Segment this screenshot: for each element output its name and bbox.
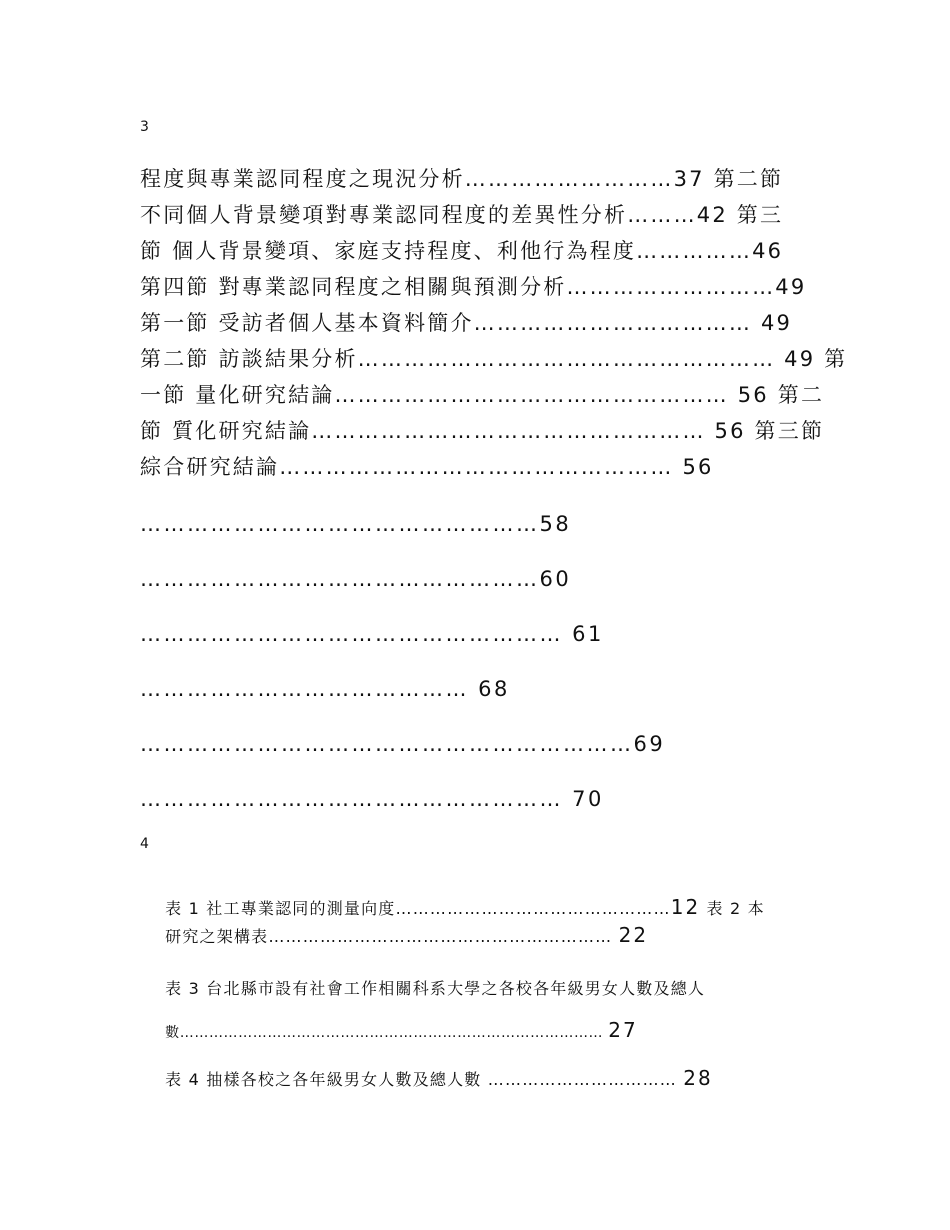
dot-leader-line: ……………………………………………60 xyxy=(140,567,572,591)
page-number-3: 3 xyxy=(140,119,150,135)
table-entry-page: 27 xyxy=(608,1018,638,1042)
dot-leader-line: ……………………………………………… 70 xyxy=(140,787,604,811)
toc-line: 綜合研究結論…………………………………………… 56 xyxy=(140,455,714,479)
table-entry-text: 表 1 社工專業認同的測量向度………………………………………… xyxy=(165,899,671,918)
page-number-4: 4 xyxy=(140,836,150,852)
table-entry-page: 12 xyxy=(670,895,701,919)
table-entry-page: 28 xyxy=(683,1066,713,1090)
toc-line: 第四節 對專業認同程度之相關與預測分析………………………49 xyxy=(140,275,807,299)
table-entry-text: 研究之架構表…………………………………………………… xyxy=(165,927,619,946)
dot-leader-line: ……………………………………………58 xyxy=(140,512,572,536)
table-entry-text: 表 4 抽樣各校之各年級男女人數及總人數 …………………………… xyxy=(165,1070,684,1089)
toc-line: 不同個人背景變項對專業認同程度的差異性分析………42 第三 xyxy=(140,203,784,227)
toc-line: 一節 量化研究結論…………………………………………… 56 第二 xyxy=(140,383,825,407)
toc-line: 第一節 受訪者個人基本資料簡介……………………………… 49 xyxy=(140,311,793,335)
toc-line: 節 個人背景變項、家庭支持程度、利他行為程度……………46 xyxy=(140,239,784,263)
dot-leader-line: ………………………………………………………69 xyxy=(140,732,666,756)
toc-line: 程度與專業認同程度之現況分析………………………37 第二節 xyxy=(140,167,784,191)
table-entry xyxy=(140,1047,713,1109)
table-entry-tail: 表 2 本 xyxy=(700,899,765,918)
dot-leader-line: …………………………………… 68 xyxy=(140,677,510,701)
toc-line: 節 質化研究結論…………………………………………… 56 第三節 xyxy=(140,419,825,443)
table-entry-text: 表 3 台北縣市設有社會工作相關科系大學之各校各年級男女人數及總人 xyxy=(165,979,706,998)
table-entry-page: 22 xyxy=(618,923,649,947)
toc-line: 第二節 訪談結果分析……………………………………………… 49 第 xyxy=(140,347,848,371)
table-entry-text: 數…………………………………………………………………………… xyxy=(165,1025,609,1041)
dot-leader-line: ……………………………………………… 61 xyxy=(140,622,604,646)
